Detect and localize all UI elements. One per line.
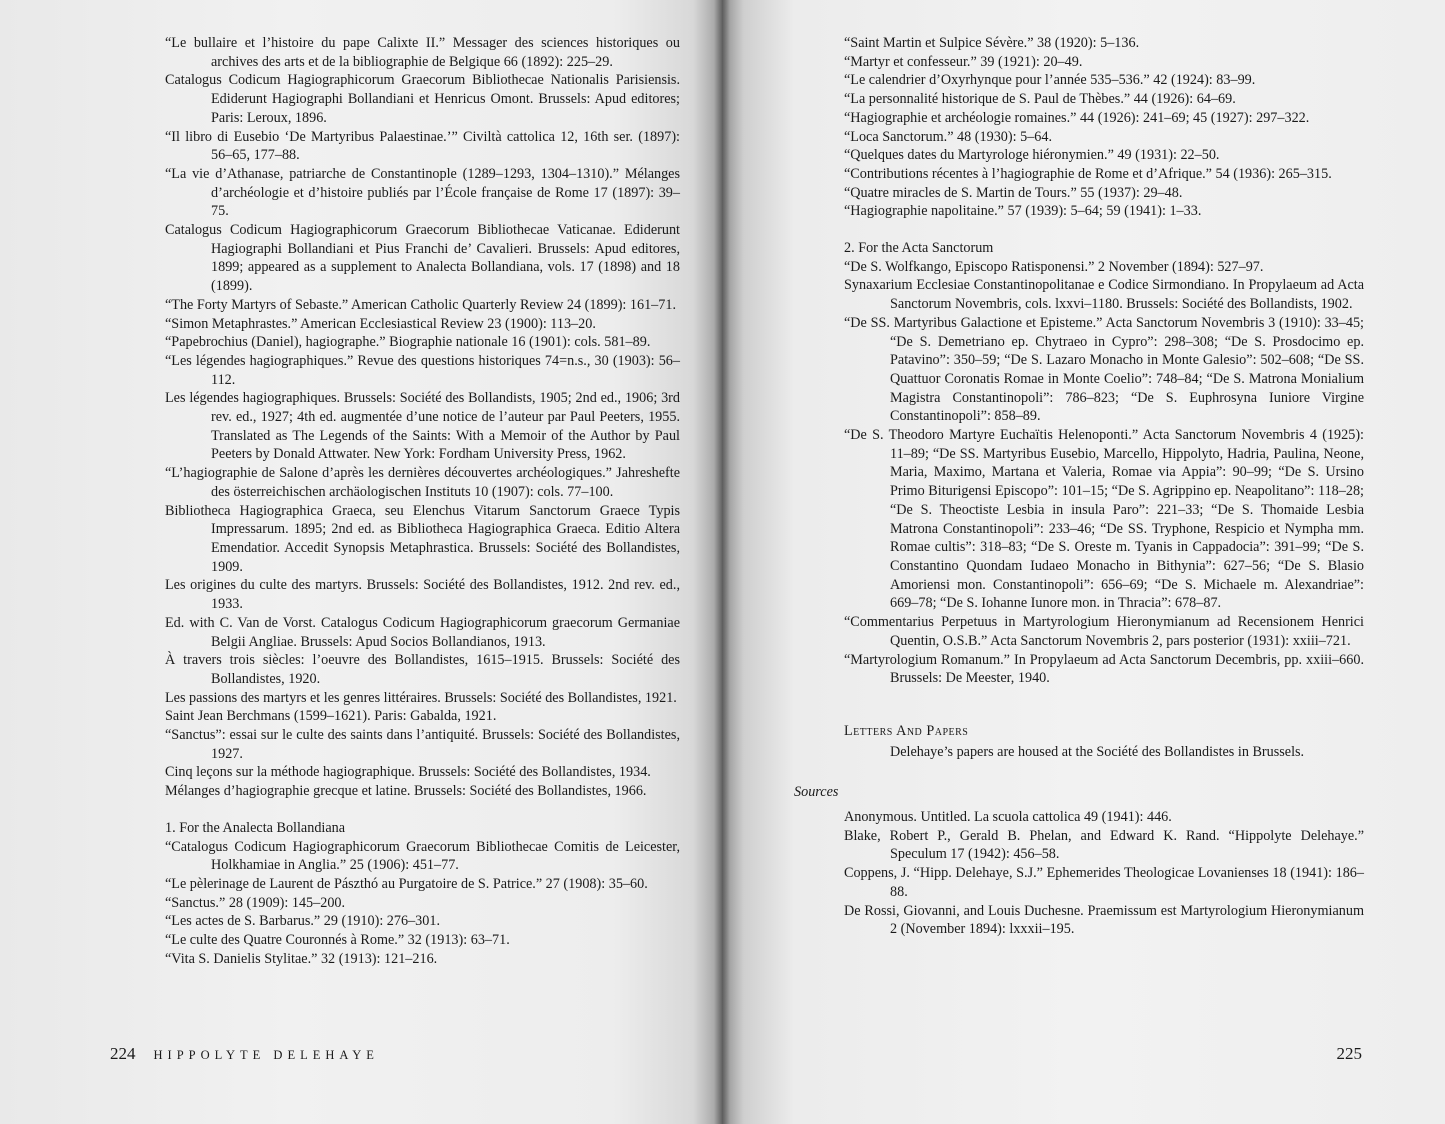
bib-entry: Mélanges d’hagiographie grecque et latine. Brussels: Société des Bollandistes, 1966. <box>165 783 647 800</box>
source-entry: Coppens, J. “Hipp. Delehaye, S.J.” Ephemerides Theologicae Lovanienses 18 (1941): 186–88. <box>844 865 1364 900</box>
source-entry: De Rossi, Giovanni, and Louis Duchesne. Praemissum est Martyrologium Hieronymianum 2 (November 1894): lxxxii–195. <box>844 902 1364 938</box>
bib-entry: “Papebrochius (Daniel), hagiographe.” Biographie nationale 16 (1901): cols. 581–89. <box>165 334 651 351</box>
analecta-entry: “Hagiographie et archéologie romaines.” 44 (1926): 241–69; 45 (1927): 297–322. <box>844 109 1310 126</box>
bib-entry: “Sanctus”: essai sur le culte des saints dans l’antiquité. Brussels: Société des Bollandistes, 1927. <box>165 727 680 762</box>
analecta-entry: “Quatre miracles de S. Martin de Tours.” 55 (1937): 29–48. <box>844 184 1183 201</box>
left-page-footer <box>110 1044 379 1064</box>
letters-heading: Letters And Papers <box>844 722 969 739</box>
page-number-right: 225 <box>1336 1044 1362 1063</box>
analecta-entry: “Sanctus.” 28 (1909): 145–200. <box>165 894 346 911</box>
analecta-entry: “Martyr et confesseur.” 39 (1921): 20–49. <box>844 53 1083 70</box>
book-gutter <box>714 0 730 1124</box>
acta-heading: 2. For the Acta Sanctorum <box>844 240 994 257</box>
bib-entry: Bibliotheca Hagiographica Graeca, seu Elenchus Vitarum Sanctorum Graece Typis Impressarum. 1895; 2nd ed. as Bibliotheca Hagiographica Graeca. Editio Altera Emendatior. Accedit Synopsis Metaphrastica. Brussels: Société des Bollandistes, 1909. <box>165 502 680 575</box>
analecta-entry: “Catalogus Codicum Hagiographicorum Graecorum Bibliothecae Comitis de Leicester, Holkhamiae in Anglia.” 25 (1906): 451–77. <box>165 838 680 874</box>
analecta-entry: “Quelques dates du Martyrologe hiéronymien.” 49 (1931): 22–50. <box>844 147 1220 164</box>
running-head: HIPPOLYTE DELEHAYE <box>153 1048 379 1062</box>
bib-entry: “Il libro di Eusebio ‘De Martyribus Palaestinae.’” Civiltà cattolica 12, 16th ser. (1897): 56–65, 177–88. <box>165 128 680 164</box>
bib-entry: “L’hagiographie de Salone d’après les dernières découvertes archéologiques.” Jahreshefte des österreichischen archäologischen Instituts 10 (1907): cols. 77–100. <box>165 465 680 500</box>
acta-entry: “De SS. Martyribus Galactione et Episteme.” Acta Sanctorum Novembris 3 (1910): 33–45; “De S. Demetriano ep. Chytraeo in Cypro”: 298–308; “De S. Prosdocimo ep. Patavino”: 350–59; “De S. Lazaro Monacho in Monte Galesio”: 502–608; “De SS. Quattuor Coronatis Romae in Monte Coelio”: 748–84; “De S. Matrona Monialium Magistra Constantinopoli”: 786–823; “De S. Euphrosyna Iuniore Virgine Constantinopoli”: 858–89. <box>844 314 1364 425</box>
analecta-entry: “La personnalité historique de S. Paul de Thèbes.” 44 (1926): 64–69. <box>844 91 1236 108</box>
bib-entry: “Simon Metaphrastes.” American Ecclesiastical Review 23 (1900): 113–20. <box>165 315 596 332</box>
analecta-entry: “Contributions récentes à l’hagiographie de Rome et d’Afrique.” 54 (1936): 265–315. <box>844 165 1332 182</box>
source-entry: Blake, Robert P., Gerald B. Phelan, and Edward K. Rand. “Hippolyte Delehaye.” Speculum 17 (1942): 456–58. <box>844 827 1364 863</box>
sources-label: Sources <box>794 784 839 801</box>
bib-entry: Les passions des martyrs et les genres littéraires. Brussels: Société des Bollandistes, 1921. <box>165 689 677 706</box>
left-bibliography-column <box>165 34 680 968</box>
bib-entry: Catalogus Codicum Hagiographicorum Graecorum Bibliothecae Vaticanae. Ediderunt Hagiographi Bollandiani et Pius Franchi de’ Cavalieri. Brussels: Apud editores, 1899; appeared as a supplement to Analecta Bollandiana, vols. 17 (1898) and 18 (1899). <box>165 222 680 295</box>
right-page-footer <box>1337 1044 1363 1064</box>
acta-entry: “Martyrologium Romanum.” In Propylaeum ad Acta Sanctorum Decembris, pp. xxiii–660. Brussels: De Meester, 1940. <box>844 651 1364 687</box>
bib-entry: Cinq leçons sur la méthode hagiographique. Brussels: Société des Bollandistes, 1934. <box>165 764 651 781</box>
right-bibliography-column <box>794 34 1364 939</box>
acta-entry: “De S. Wolfkango, Episcopo Ratisponensi.” 2 November (1894): 527–97. <box>844 258 1264 275</box>
bib-entry: “The Forty Martyrs of Sebaste.” American Catholic Quarterly Review 24 (1899): 161–71. <box>165 296 677 313</box>
acta-entry: “Commentarius Perpetuus in Martyrologium Hieronymianum ad Recensionem Henrici Quentin, O.S.B.” Acta Sanctorum Novembris 2, pars posterior (1931): xxiii–721. <box>844 614 1364 649</box>
right-page <box>722 0 1445 1124</box>
bib-entry: “Les légendes hagiographiques.” Revue des questions historiques 74=n.s., 30 (1903): 56–112. <box>165 352 680 388</box>
analecta-heading: 1. For the Analecta Bollandiana <box>165 819 346 836</box>
analecta-entry: “Le pèlerinage de Laurent de Pászthó au Purgatoire de S. Patrice.” 27 (1908): 35–60. <box>165 875 648 892</box>
bib-entry: Ed. with C. Van de Vorst. Catalogus Codicum Hagiographicorum graecorum Germaniae Belgii Angliae. Brussels: Apud Socios Bollandianos, 1913. <box>165 614 680 650</box>
bib-entry: Saint Jean Berchmans (1599–1621). Paris: Gabalda, 1921. <box>165 708 497 725</box>
analecta-entry: “Les actes de S. Barbarus.” 29 (1910): 276–301. <box>165 913 441 930</box>
bib-entry: À travers trois siècles: l’oeuvre des Bollandistes, 1615–1915. Brussels: Société des Bollandistes, 1920. <box>165 652 680 687</box>
left-page <box>0 0 722 1124</box>
analecta-entry: “Vita S. Danielis Stylitae.” 32 (1913): 121–216. <box>165 950 438 967</box>
source-entry: Anonymous. Untitled. La scuola cattolica 49 (1941): 446. <box>844 809 1172 826</box>
acta-entry: “De S. Theodoro Martyre Euchaïtis Helenoponti.” Acta Sanctorum Novembris 4 (1925): 11–89; “De SS. Martyribus Eusebio, Marcello, Hippolyto, Hadria, Paulina, Neone, Maria, Maximo, Martana et Valeria, Romae via Appia”: 90–99; “De S. Ursino Primo Biturigensi Episcopo”: 101–15; “De S. Agrippino ep. Neapolitano”: 118–28; “De S. Theoctiste Lesbia in insula Paro”: 221–33; “De S. Thomaide Lesbia Matrona Constantinopoli”: 233–46; “De SS. Tryphone, Respicio et Nympha mm. Romae cultis”: 318–83; “De S. Oreste m. Tyanis in Cappadocia”: 391–99; “De S. Constantino Quondam Iudaeo Monacho in Bithynia”: 627–56; “De S. Blasio Amoriensi mon. Constantinopoli”: 656–69; “De S. Michaele m. Alexandriae”: 669–78; “De S. Iohanne Iunore mon. in Thracia”: 678–87. <box>844 427 1364 612</box>
analecta-entry: “Saint Martin et Sulpice Sévère.” 38 (1920): 5–136. <box>844 35 1140 51</box>
bib-entry: Les légendes hagiographiques. Brussels: Société des Bollandists, 1905; 2nd ed., 1906; 3rd rev. ed., 1927; 4th ed. augmentée d’une notice de l’auteur par Paul Peeters, 1955. Translated as The Legends of the Saints: With a Memoir of the Author by Paul Peeters by Donald Attwater. New York: Fordham University Press, 1962. <box>165 390 680 463</box>
analecta-entry: “Loca Sanctorum.” 48 (1930): 5–64. <box>844 128 1053 145</box>
analecta-entry: “Hagiographie napolitaine.” 57 (1939): 5–64; 59 (1941): 1–33. <box>844 203 1202 220</box>
letters-text: Delehaye’s papers are housed at the Société des Bollandistes in Brussels. <box>890 743 1305 760</box>
bib-entry: Catalogus Codicum Hagiographicorum Graecorum Bibliothecae Nationalis Parisiensis. Ediderunt Hagiographi Bollandiani et Henricus Omont. Brussels: Apud editores; Paris: Leroux, 1896. <box>165 72 680 126</box>
bib-entry: Les origines du culte des martyrs. Brussels: Société des Bollandistes, 1912. 2nd rev. ed., 1933. <box>165 577 680 613</box>
page-number-left: 224 <box>110 1044 136 1063</box>
analecta-entry: “Le culte des Quatre Couronnés à Rome.” 32 (1913): 63–71. <box>165 932 510 949</box>
acta-entry: Synaxarium Ecclesiae Constantinopolitanae e Codice Sirmondiano. In Propylaeum ad Acta Sanctorum Novembris, cols. lxxvi–1180. Brussels: Société des Bollandists, 1902. <box>844 277 1364 313</box>
analecta-entry: “Le calendrier d’Oxyrhynque pour l’année 535–536.” 42 (1924): 83–99. <box>844 72 1256 89</box>
bib-entry: “La vie d’Athanase, patriarche de Constantinople (1289–1293, 1304–1310).” Mélanges d’archéologie et d’histoire publiés par l’École française de Rome 17 (1897): 39–75. <box>165 165 680 220</box>
bib-entry: “Le bullaire et l’histoire du pape Calixte II.” Messager des sciences historiques ou archives des arts et de la bibliographie de Belgique 66 (1892): 225–29. <box>165 35 680 70</box>
